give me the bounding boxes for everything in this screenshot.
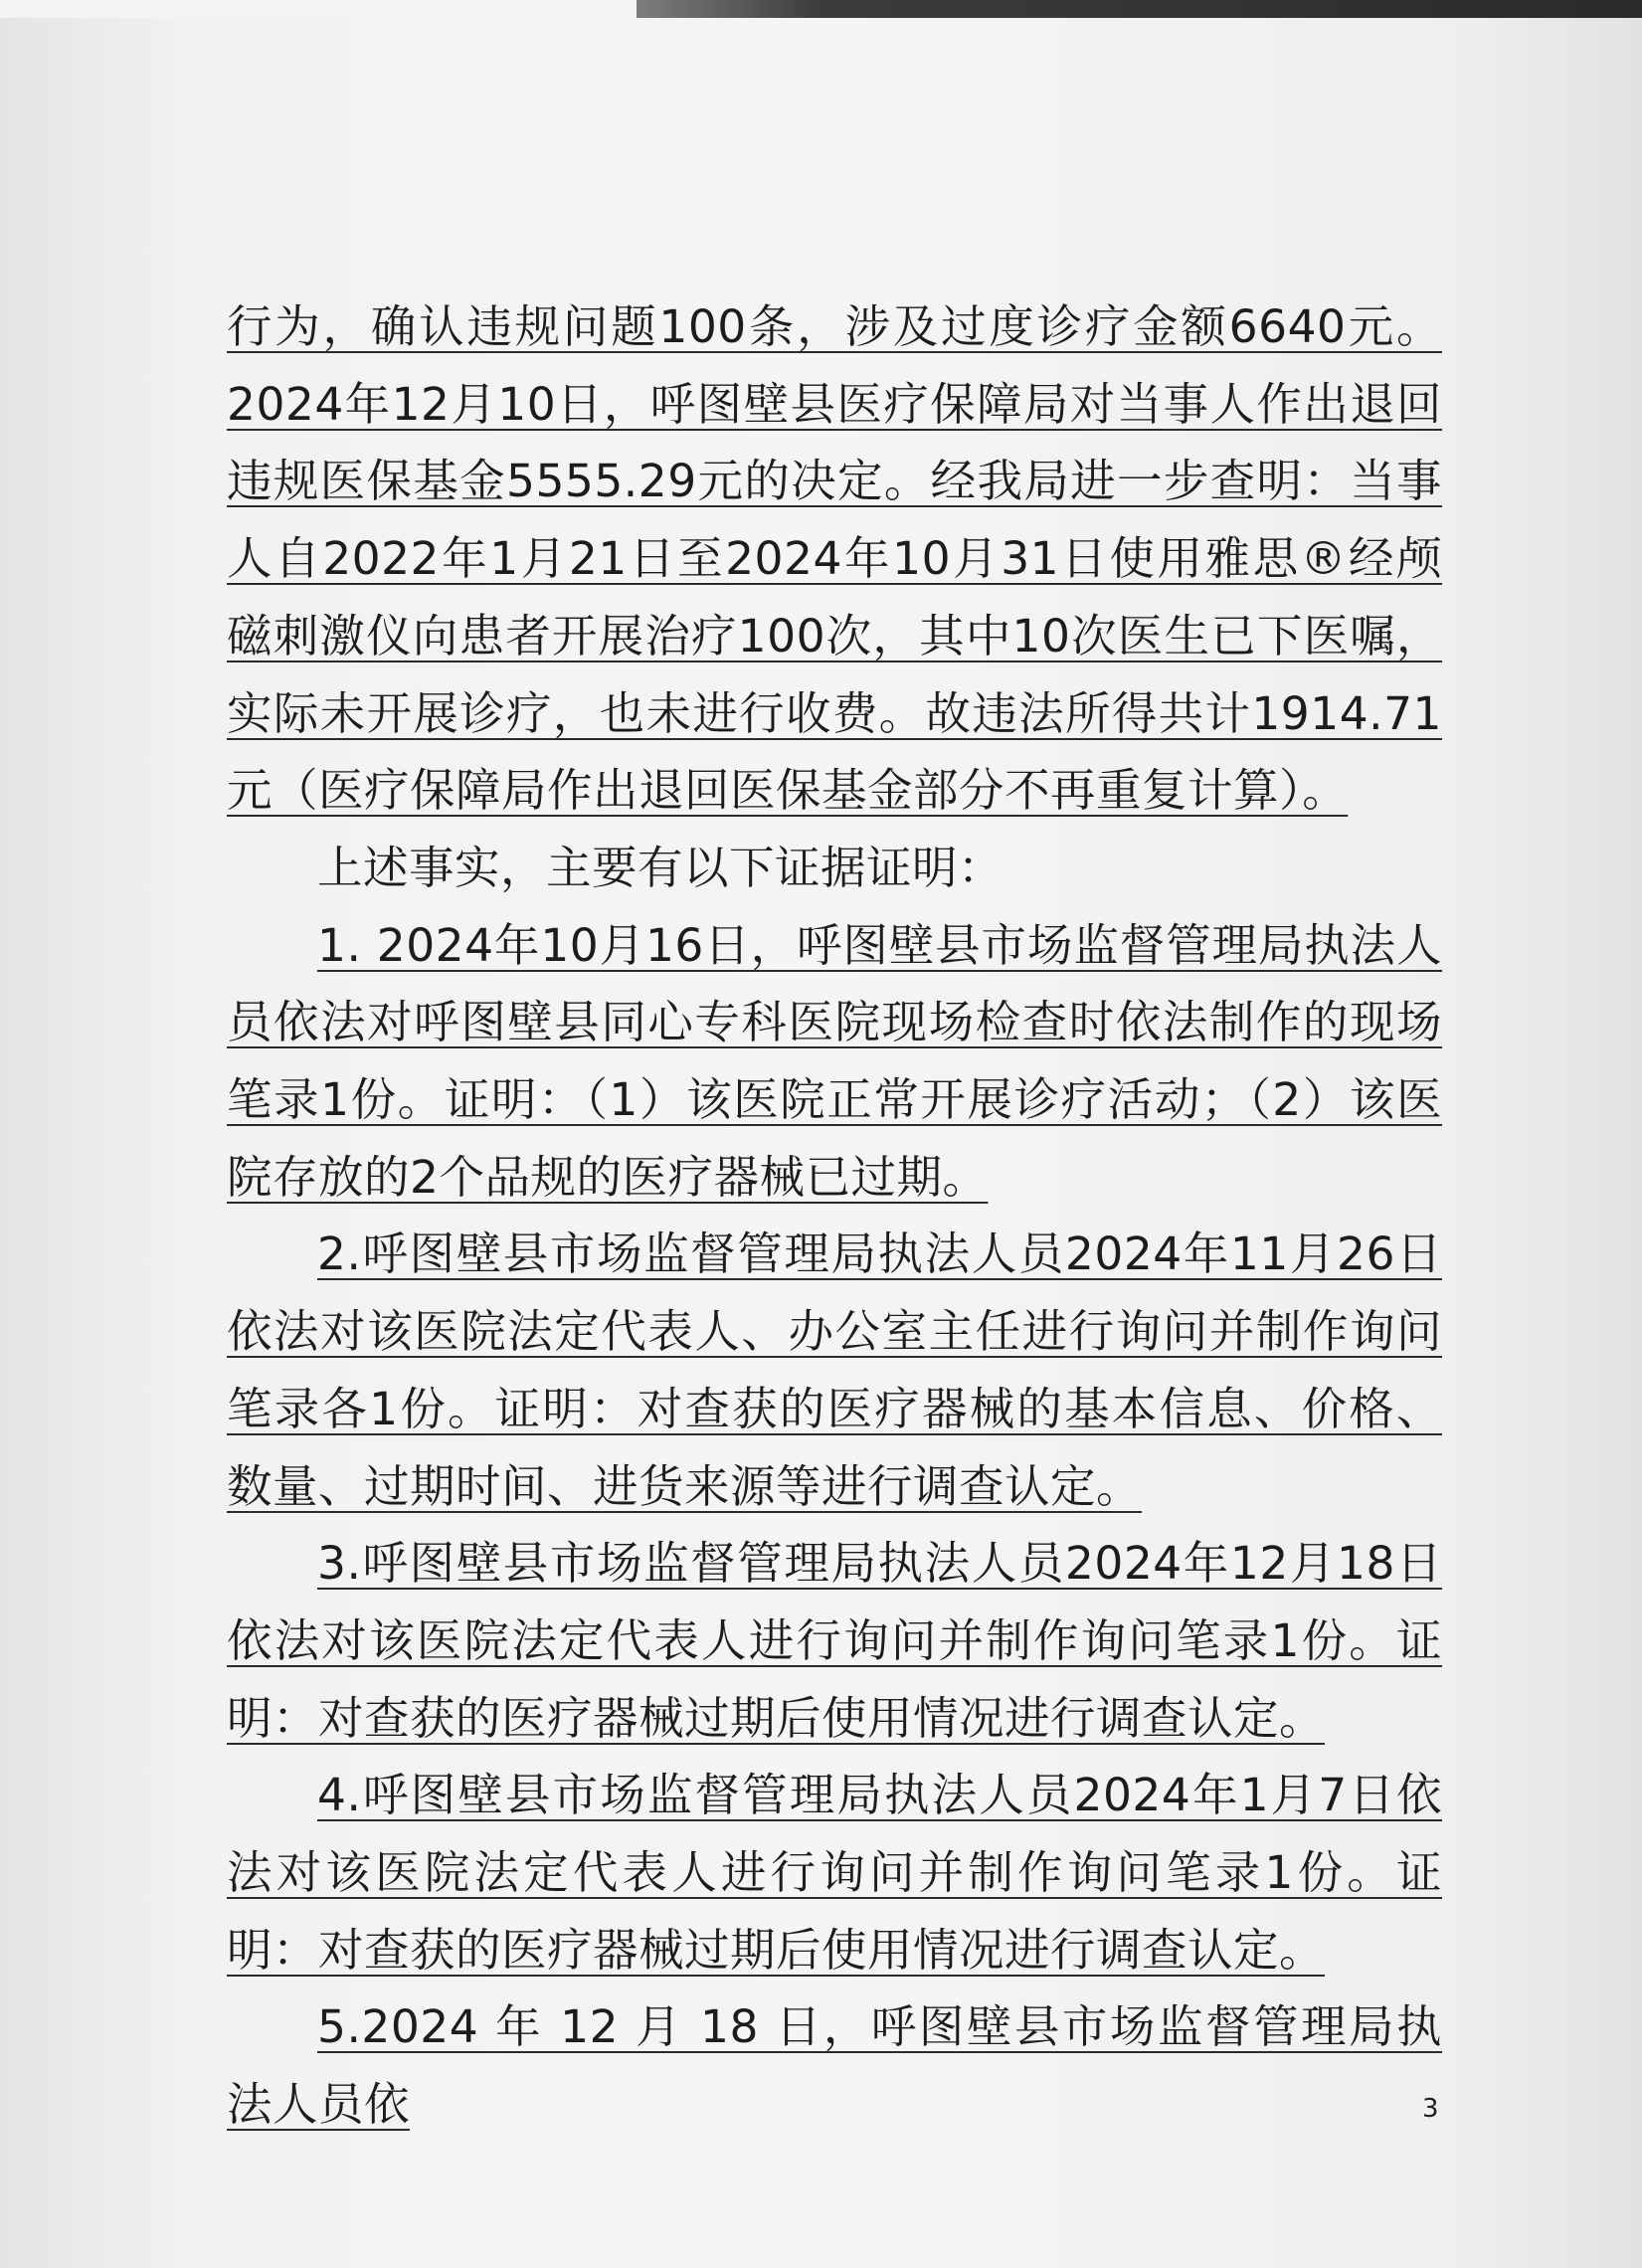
paragraph-5-text: 3.呼图壁县市场监督管理局执法人员2024年12月18日依法对该医院法定代表人进行询问并制作询问笔录1份。证明：对查获的医疗器械过期后使用情况进行调查认定。 — [227, 1537, 1442, 1745]
paragraph-2-text: 上述事实，主要有以下证据证明： — [317, 841, 1004, 894]
document-body — [227, 288, 1442, 2144]
paragraph-3-text: 1. 2024年10月16日，呼图壁县市场监督管理局执法人员依法对呼图壁县同心专科医院现场检查时依法制作的现场笔录1份。证明：（1）该医院正常开展诊疗活动；（2）该医院存放的2个品规的医疗器械已过期。 — [227, 918, 1442, 1204]
paragraph-6 — [227, 1757, 1442, 1988]
paragraph-2 — [227, 830, 1442, 907]
page-number: 3 — [1422, 2094, 1439, 2124]
page-top-edge — [0, 0, 637, 18]
paragraph-6-text: 4.呼图壁县市场监督管理局执法人员2024年1月7日依法对该医院法定代表人进行询问并制作询问笔录1份。证明：对查获的医疗器械过期后使用情况进行调查认定。 — [227, 1769, 1442, 1977]
paragraph-5 — [227, 1525, 1442, 1757]
paragraph-1 — [227, 288, 1442, 830]
paragraph-4-text: 2.呼图壁县市场监督管理局执法人员2024年11月26日依法对该医院法定代表人、办公室主任进行询问并制作询问笔录各1份。证明：对查获的医疗器械的基本信息、价格、数量、过期时间、进货来源等进行调查认定。 — [227, 1228, 1442, 1513]
paragraph-7 — [227, 1988, 1442, 2143]
paragraph-1-text: 行为，确认违规问题100条，涉及过度诊疗金额6640元。2024年12月10日，呼图壁县医疗保障局对当事人作出退回违规医保基金5555.29元的决定。经我局进一步查明：当事人自2022年1月21日至2024年10月31日使用雅思®经颅磁刺激仪向患者开展治疗100次，其中10次医生已下医嘱，实际未开展诊疗，也未进行收费。故违法所得共计1914.71元（医疗保障局作出退回医保基金部分不再重复计算）。 — [227, 300, 1442, 818]
paragraph-7-text: 5.2024 年 12 月 18 日，呼图壁县市场监督管理局执法人员依 — [227, 2000, 1442, 2132]
paragraph-3 — [227, 907, 1442, 1217]
paragraph-4 — [227, 1216, 1442, 1525]
